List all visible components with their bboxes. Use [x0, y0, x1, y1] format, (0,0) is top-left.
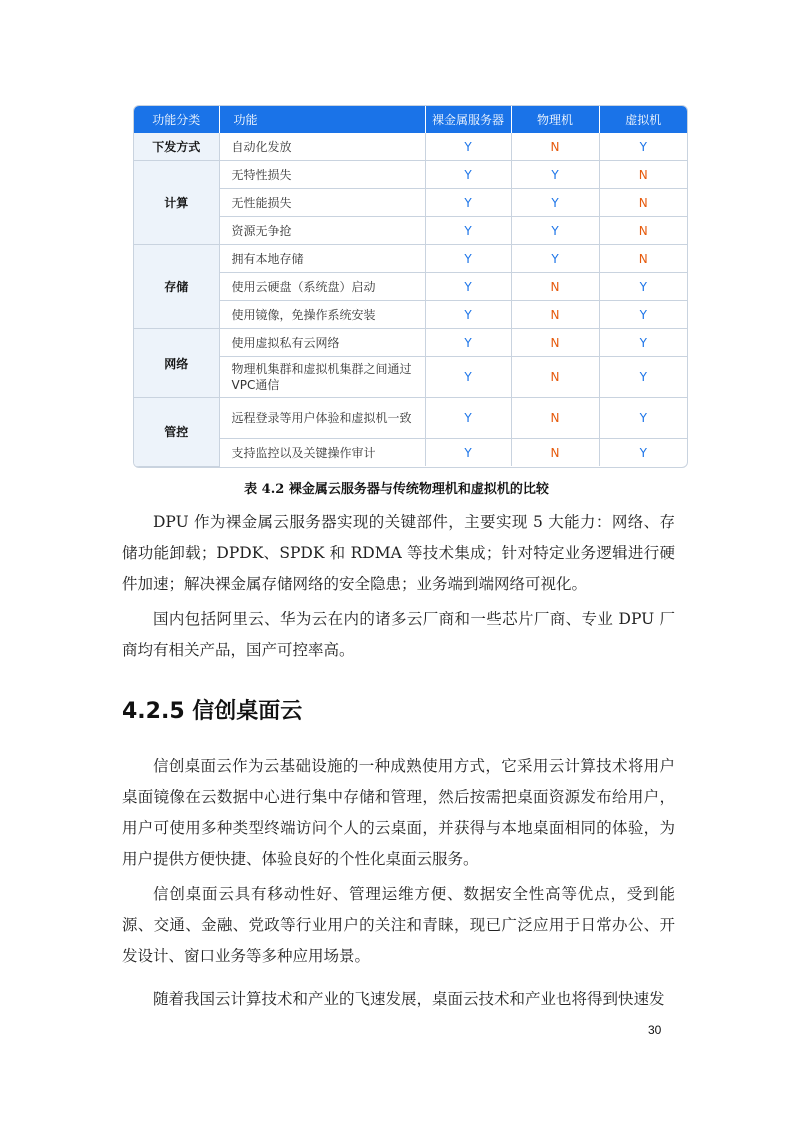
table-row — [134, 329, 687, 357]
table-row — [134, 133, 687, 161]
table-caption: 表 4.2 裸金属云服务器与传统物理机和虚拟机的比较 — [244, 482, 549, 497]
value-cell: N — [511, 133, 599, 161]
paragraph: 国内包括阿里云、华为云在内的诸多云厂商和一些芯片厂商、专业 DPU 厂商均有相关产品，国产可控率高。 — [122, 610, 675, 659]
value-cell: Y — [425, 245, 511, 273]
value-cell: N — [511, 329, 599, 357]
value-cell: N — [599, 217, 687, 245]
table-row — [134, 398, 687, 439]
feature-cell: 支持监控以及关键操作审计 — [219, 439, 425, 467]
value-cell: Y — [639, 445, 647, 460]
value-cell: Y — [511, 189, 599, 217]
section-heading: 4.2.5 信创桌面云 — [122, 699, 303, 724]
header-bare-metal: 裸金属服务器 — [425, 106, 511, 133]
feature-cell: 无性能损失 — [219, 189, 425, 217]
feature-cell: 使用虚拟私有云网络 — [219, 329, 425, 357]
value-cell: N — [511, 357, 599, 398]
paragraph: 随着我国云计算技术和产业的飞速发展，桌面云技术和产业也将得到快速发 — [153, 990, 665, 1008]
value-cell: Y — [425, 398, 511, 439]
value-cell: Y — [425, 439, 511, 467]
feature-cell: 使用镜像，免操作系统安装 — [219, 301, 425, 329]
header-category: 功能分类 — [134, 106, 219, 133]
feature-cell: 自动化发放 — [219, 133, 425, 161]
feature-cell: 无特性损失 — [219, 161, 425, 189]
table-row — [134, 245, 687, 273]
category-cell: 管控 — [134, 398, 219, 467]
header-virtual: 虚拟机 — [599, 106, 687, 133]
feature-cell: 远程登录等用户体验和虚拟机一致 — [219, 398, 425, 439]
category-cell: 下发方式 — [134, 133, 219, 161]
category-cell: 网络 — [134, 329, 219, 398]
value-cell: Y — [599, 273, 687, 301]
table-row — [134, 161, 687, 189]
value-cell: Y — [511, 161, 599, 189]
value-cell: Y — [425, 357, 511, 398]
page-number: 30 — [648, 1023, 662, 1037]
value-cell: Y — [425, 217, 511, 245]
value-cell: Y — [599, 301, 687, 329]
value-cell: N — [599, 189, 687, 217]
value-cell: Y — [425, 329, 511, 357]
header-feature: 功能 — [219, 106, 425, 133]
paragraph: 信创桌面云具有移动性好、管理运维方便、数据安全性高等优点，受到能源、交通、金融、党政等行业用户的关注和青睐，现已广泛应用于日常办公、开发设计、窗口业务等多种应用场景。 — [122, 885, 675, 965]
value-cell: Y — [599, 133, 687, 161]
value-cell: Y — [425, 273, 511, 301]
value-cell: Y — [599, 357, 687, 398]
value-cell: Y — [599, 398, 687, 439]
value-cell: Y — [511, 217, 599, 245]
value-cell: N — [511, 398, 599, 439]
feature-cell: 使用云硬盘（系统盘）启动 — [219, 273, 425, 301]
value-cell: Y — [425, 161, 511, 189]
value-cell: N — [511, 301, 599, 329]
value-cell: Y — [599, 329, 687, 357]
value-cell: N — [511, 273, 599, 301]
header-physical: 物理机 — [511, 106, 599, 133]
value-cell: Y — [511, 245, 599, 273]
feature-cell: 拥有本地存储 — [219, 245, 425, 273]
value-cell: Y — [425, 189, 511, 217]
feature-cell: 资源无争抢 — [219, 217, 425, 245]
feature-cell: 物理机集群和虚拟机集群之间通过VPC通信 — [219, 357, 425, 398]
value-cell: N — [511, 439, 599, 467]
value-cell: Y — [425, 133, 511, 161]
comparison-table — [134, 106, 687, 467]
category-cell: 存储 — [134, 245, 219, 329]
paragraph: 信创桌面云作为云基础设施的一种成熟使用方式，它采用云计算技术将用户桌面镜像在云数据中心进行集中存储和管理，然后按需把桌面资源发布给用户，用户可使用多种类型终端访问个人的云桌面，并获得与本地桌面相同的体验，为用户提供方便快捷、体验良好的个性化桌面云服务。 — [122, 757, 675, 868]
paragraph: DPU 作为裸金属云服务器实现的关键部件，主要实现 5 大能力：网络、存储功能卸载；DPDK、SPDK 和 RDMA 等技术集成；针对特定业务逻辑进行硬件加速；解决裸金属存储网络的安全隐患；业务端到端网络可视化。 — [122, 513, 675, 593]
category-cell: 计算 — [134, 161, 219, 245]
comparison-table-container — [133, 105, 688, 468]
value-cell: Y — [425, 301, 511, 329]
table-header-row — [134, 106, 687, 133]
value-cell: N — [599, 161, 687, 189]
value-cell: N — [599, 245, 687, 273]
